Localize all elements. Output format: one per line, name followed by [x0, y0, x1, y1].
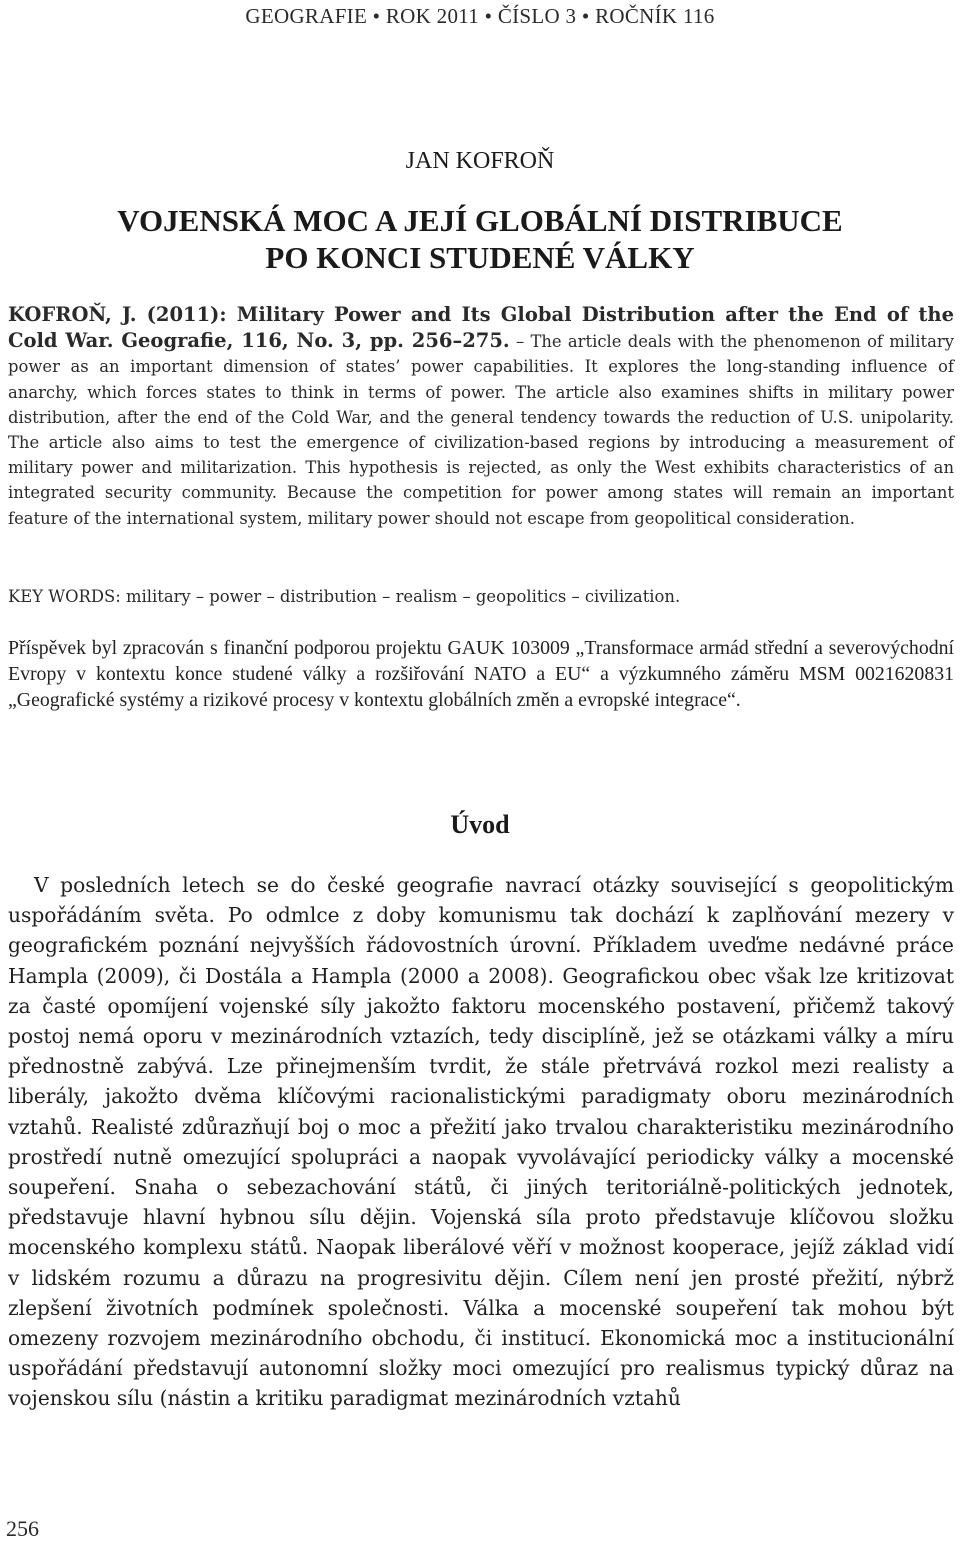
- abstract-text: – The article deals with the phenomenon of military power as an important dimension of states’ power capabilities. It explores the long-standing influence of anarchy, which forces states to think in terms of power. The article also examines shifts in military power distribution, after the end of the Cold War, and the general tendency towards the reduction of U.S. unipolarity. The article also aims to test the emergence of civilization-based regions by introducing a measurement of military power and militarization. This hypothesis is rejected, as only the West exhibits characteristics of an integrated security community. Because the competition for power among states will remain an important feature of the international system, military power should not escape from geopolitical consideration.: [8, 332, 954, 528]
- abstract-citation: KOFROŇ, J. (2011): Military Power and Its Global Distribution after the End of the Cold War. Geografie, 116, No. 3, pp. 256–275.: [8, 303, 954, 353]
- author-name: JAN KOFROŇ: [405, 148, 555, 174]
- title-line-1: VOJENSKÁ MOC A JEJÍ GLOBÁLNÍ DISTRIBUCE: [117, 203, 843, 238]
- page-number: 256: [6, 1516, 39, 1541]
- title-line-2: PO KONCI STUDENÉ VÁLKY: [265, 240, 695, 275]
- body-paragraph: V posledních letech se do české geografie navrací otázky související s geopolitickým uspořádáním světa. Po odmlce z doby komunismu tak dochází k zaplňování mezery v geografickém poznání nejvyšších řádovostních úrovní. Příkladem uveďme nedávné práce Hampla (2009), či Dostála a Hampla (2000 a 2008). Geograﬁckou obec však lze kritizovat za časté opomíjení vojenské síly jakožto faktoru mocenského postavení, přičemž takový postoj nemá oporu v mezinárodních vztazích, tedy disciplíně, jež se otázkami války a míru přednostně zabývá. Lze přinejmenším tvrdit, že stále přetrvává rozkol mezi realisty a liberály, jakožto dvěma klíčovými racionalistickými paradigmaty oboru mezinárodních vztahů. Realisté zdůrazňují boj o moc a přežití jako trvalou charakteristiku mezinárodního prostředí nutně omezující spolupráci a naopak vyvolávající periodicky války a mocenské soupeření. Snaha o sebezachování států, či jiných teritoriálně-politických jednotek, představuje hlavní hybnou sílu dějin. Vojenská síla proto představuje klíčovou složku mocenského komplexu států. Naopak liberálové věří v možnost kooperace, jejíž základ vidí v lidském rozumu a důrazu na progresivitu dějin. Cílem není jen prosté přežití, nýbrž zlepšení životních podmínek společnosti. Válka a mocenské soupeření tak mohou být omezeny rozvojem mezinárodního obchodu, či institucí. Ekonomická moc a institucionální uspořádání představují autonomní složky moci omezující pro realismus typický důraz na vojenskou sílu (nástin a kritiku paradigmat mezinárodních vztahů: [8, 873, 954, 1411]
- section-heading: Úvod: [450, 810, 510, 839]
- running-head: GEOGRAFIE • ROK 2011 • ČÍSLO 3 • ROČNÍK 116: [245, 4, 715, 28]
- abstract: [8, 302, 954, 531]
- funding-note: Příspěvek byl zpracován s finanční podporou projektu GAUK 103009 „Transformace armád střední a severovýchodní Evropy v kontextu konce studené války a rozšiřování NATO a EU“ a výzkumného záměru MSM 0021620831 „Geografické systémy a rizikové procesy v kontextu globálních změn a evropské integrace“.: [8, 637, 954, 711]
- article-title: [0, 202, 960, 276]
- keywords: KEY WORDS: military – power – distribution – realism – geopolitics – civilization.: [8, 587, 681, 606]
